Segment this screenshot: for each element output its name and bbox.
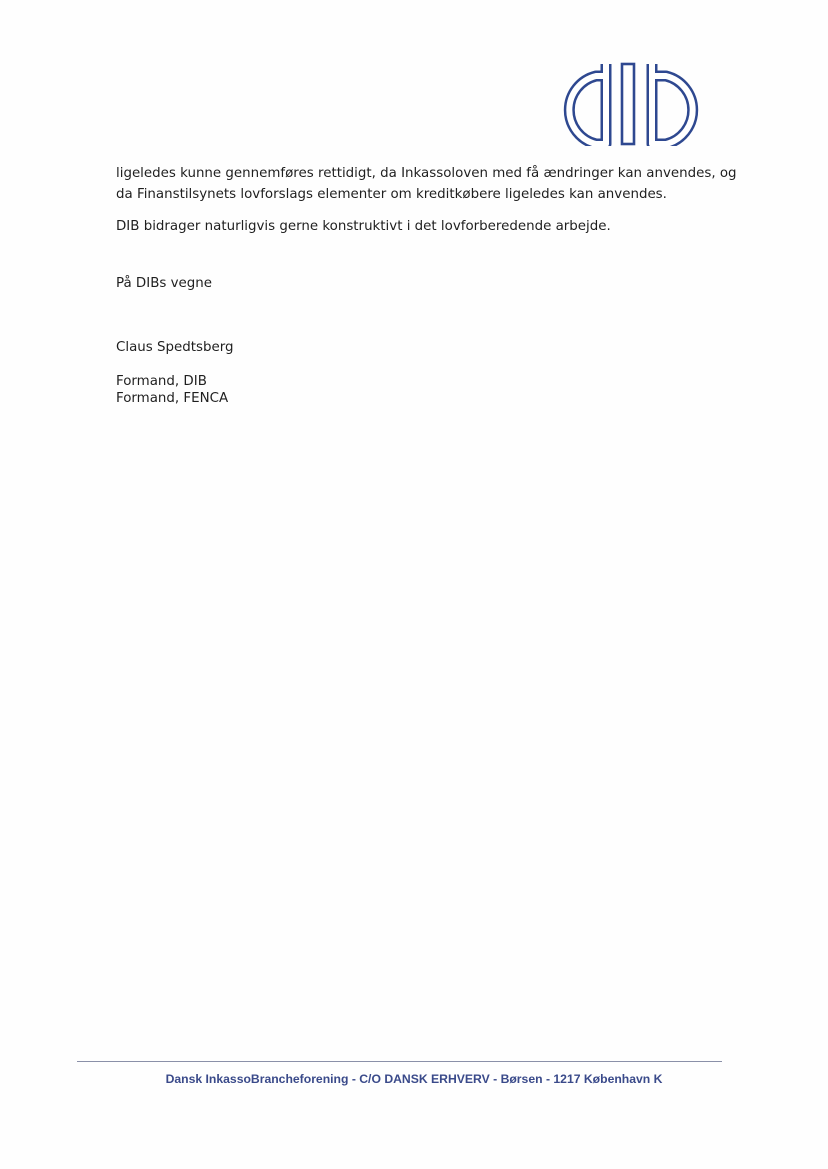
signatory-title-1: Formand, DIB bbox=[116, 374, 207, 389]
paragraph-1 bbox=[116, 163, 737, 205]
paragraph-1-line-2: da Finanstilsynets lovforslags elementer om kreditkøbere ligeledes kan anvendes. bbox=[116, 187, 667, 202]
letter-body bbox=[116, 163, 737, 248]
paragraph-1-line-1: ligeledes kunne gennemføres rettidigt, da Inkassoloven med få ændringer kan anvendes, og bbox=[116, 166, 737, 181]
signatory-name: Claus Spedtsberg bbox=[116, 340, 234, 355]
dib-logo bbox=[556, 60, 714, 146]
footer-address: Dansk InkassoBrancheforening - C/O DANSK ERHVERV - Børsen - 1217 København K bbox=[165, 1072, 663, 1086]
paragraph-2: DIB bidrager naturligvis gerne konstruktivt i det lovforberedende arbejde. bbox=[116, 219, 611, 234]
dib-logo-icon bbox=[556, 60, 714, 146]
signatory-title-2: Formand, FENCA bbox=[116, 391, 229, 406]
signatory-titles bbox=[116, 373, 228, 407]
closing-greeting: På DIBs vegne bbox=[116, 276, 213, 291]
footer-divider bbox=[77, 1061, 722, 1062]
